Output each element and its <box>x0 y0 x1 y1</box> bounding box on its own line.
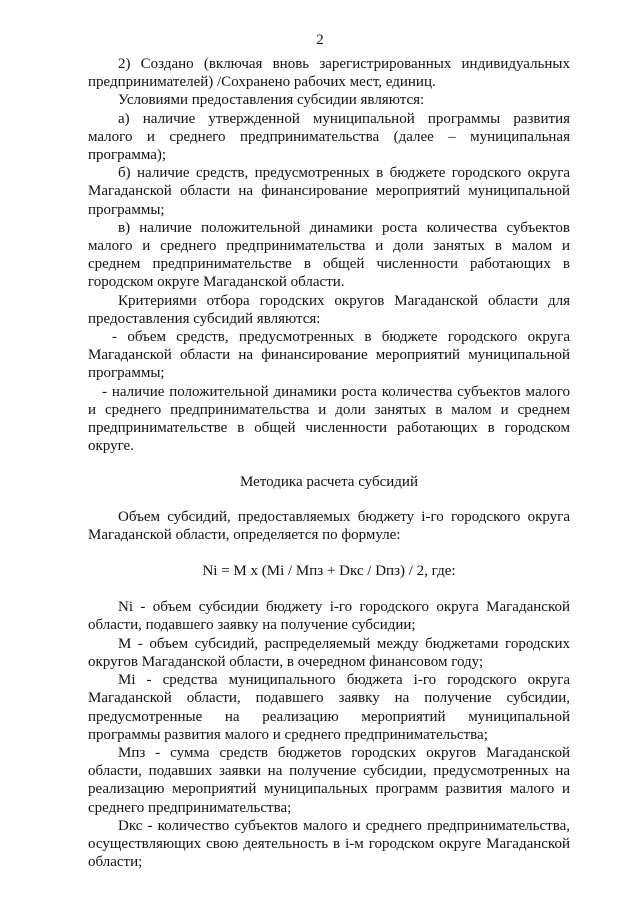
paragraph-conditions-intro: Условиями предоставления субсидии являются: <box>118 92 425 109</box>
section-heading: Методика расчета субсидий <box>240 474 418 491</box>
definition-mi: Mi - средства муниципального бюджета i-го городского округа Магаданской области, подавшего заявку на получение субсидии, предусмотренные на реализацию мероприятий муниципальной программы развития малого и среднего предпринимательства; <box>88 672 570 743</box>
paragraph-criteria-intro: Критериями отбора городских округов Магаданской области для предоставления субсидий являются: <box>88 292 570 327</box>
page-number: 2 <box>316 32 324 48</box>
definition-mpz: Mпз - сумма средств бюджетов городских округов Магаданской области, подавших заявки на получение субсидии, предусмотренных на реализацию мероприятий муниципальных программ развития малого и среднего предпринимательства; <box>88 744 570 816</box>
paragraph-created-jobs: 2) Создано (включая вновь зарегистрированных индивидуальных предпринимателей) /Сохранено рабочих мест, единиц. <box>88 56 570 91</box>
formula: Ni = M x (Mi / Mпз + Dкс / Dпз) / 2, где: <box>202 563 456 580</box>
paragraph-criterion-1: - объем средств, предусмотренных в бюджете городского округа Магаданской области на финансирование мероприятий муниципальной программы; <box>88 329 570 382</box>
paragraph-condition-a: а) наличие утвержденной муниципальной программы развития малого и среднего предпринимательства (далее – муниципальная программа); <box>88 110 570 164</box>
definition-ni: Ni - объем субсидии бюджету i-го городского округа Магаданской области, подавшего заявку на получение субсидии; <box>88 599 570 634</box>
document-body <box>88 55 570 871</box>
definition-m: M - объем субсидий, распределяемый между бюджетами городских округов Магаданской области, в очередном финансовом году; <box>88 635 570 670</box>
paragraph-criterion-2: - наличие положительной динамики роста количества субъектов малого и среднего предпринимательства и доли занятых в малом и среднем предпринимательстве в общей численности работающих в городском округе. <box>88 383 570 455</box>
paragraph-condition-b: б) наличие средств, предусмотренных в бюджете городского округа Магаданской области на финансирование мероприятий муниципальной программы; <box>88 165 570 218</box>
paragraph-condition-c: в) наличие положительной динамики роста количества субъектов малого и среднего предпринимательства и доли занятых в малом и среднем предпринимательстве в общей численности работающих в городском округе Магаданской области. <box>88 219 570 291</box>
paragraph-formula-intro: Объем субсидий, предоставляемых бюджету i-го городского округа Магаданской области, определяется по формуле: <box>88 508 570 543</box>
definition-dks: Dкс - количество субъектов малого и среднего предпринимательства, осуществляющих свою деятельность в i-м городском округе Магаданской области; <box>88 817 570 871</box>
